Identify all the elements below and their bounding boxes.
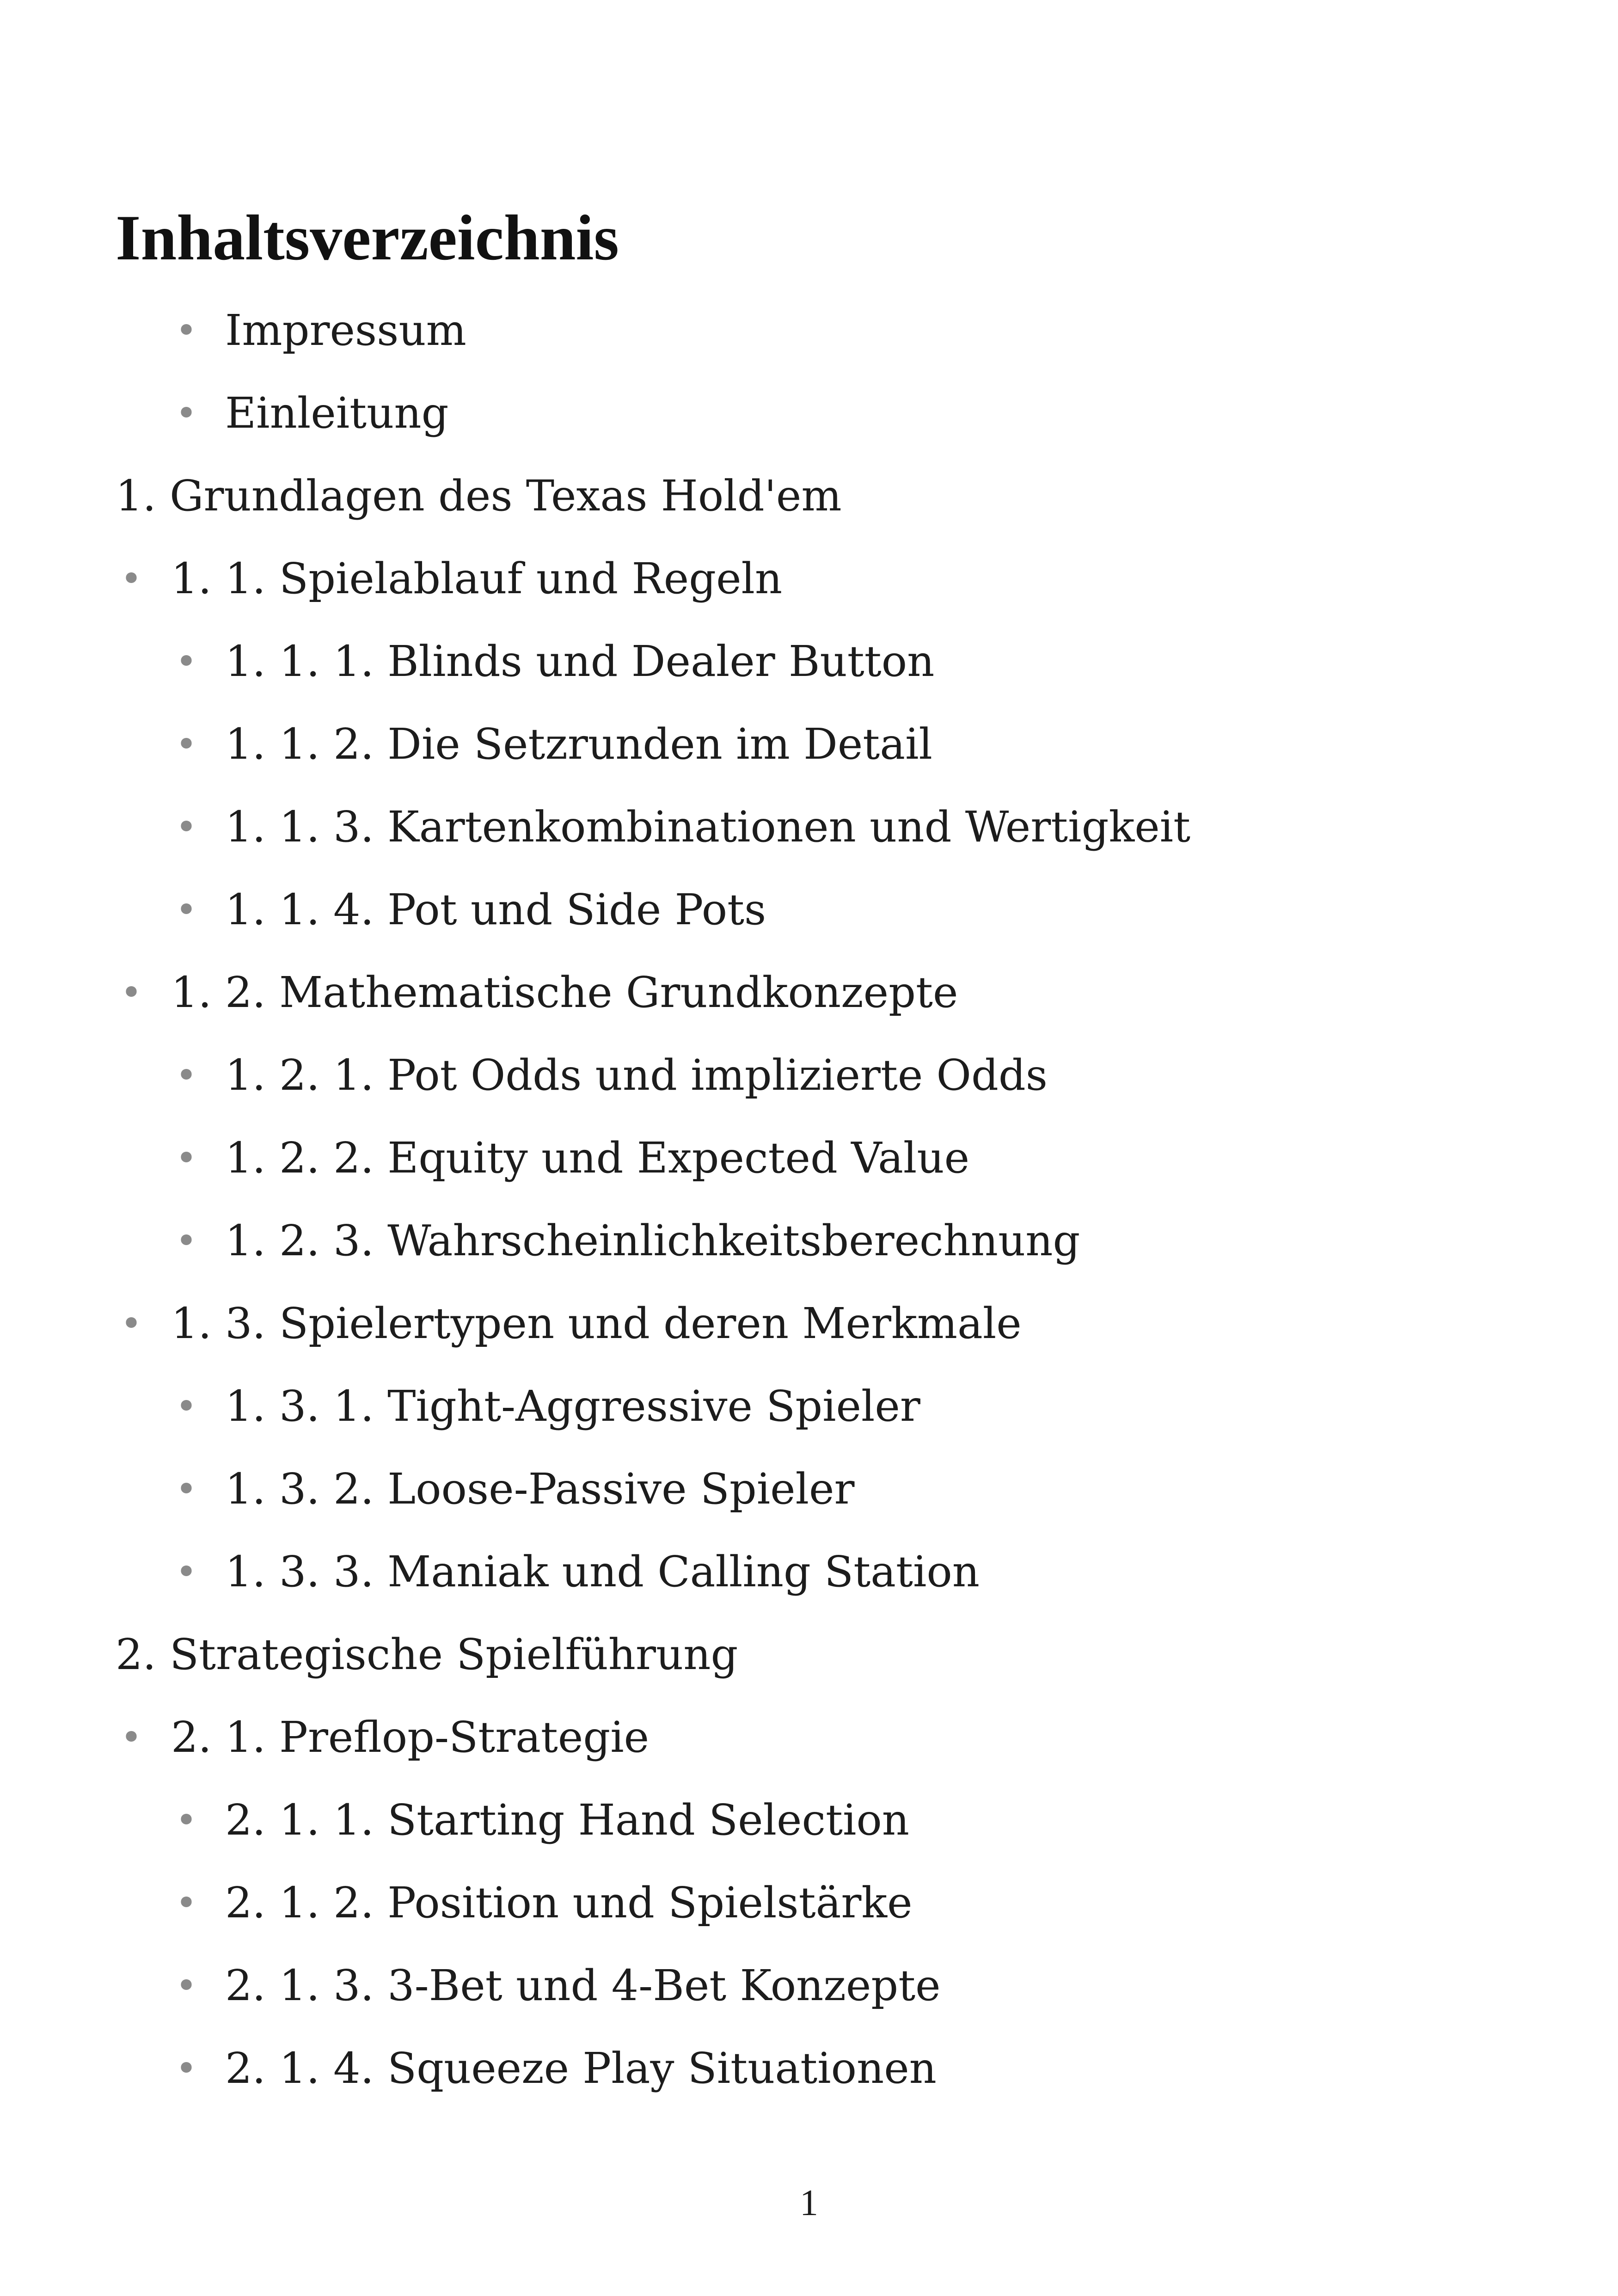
bullet-icon: • bbox=[120, 971, 142, 1014]
bullet-icon: • bbox=[175, 1550, 197, 1593]
toc-entry-label[interactable]: Impressum bbox=[225, 306, 466, 355]
toc-entry[interactable] bbox=[0, 1448, 1618, 1530]
bullet-icon: • bbox=[175, 1385, 197, 1428]
bullet-icon: • bbox=[175, 1467, 197, 1510]
toc-entry-label[interactable]: 2. 1. 1. Starting Hand Selection bbox=[225, 1795, 910, 1845]
toc-entry-label[interactable]: 2. 1. 2. Position und Spielstärke bbox=[225, 1878, 913, 1928]
toc-entry[interactable] bbox=[0, 454, 1618, 537]
bullet-icon: • bbox=[175, 1219, 197, 1262]
toc-entry[interactable] bbox=[0, 1117, 1618, 1199]
toc-entry[interactable] bbox=[0, 786, 1618, 868]
toc-entry-label[interactable]: 2. 1. 3. 3-Bet und 4-Bet Konzepte bbox=[225, 1961, 941, 2010]
toc-entry[interactable] bbox=[0, 703, 1618, 786]
bullet-icon: • bbox=[175, 1964, 197, 2007]
bullet-icon: • bbox=[175, 640, 197, 683]
bullet-icon: • bbox=[175, 309, 197, 352]
toc-entry[interactable] bbox=[0, 1034, 1618, 1117]
toc-entry-label[interactable]: 1. 1. Spielablauf und Regeln bbox=[171, 554, 783, 603]
bullet-icon: • bbox=[175, 1136, 197, 1179]
toc-entry-label[interactable]: 1. 2. 3. Wahrscheinlichkeitsberechnung bbox=[225, 1216, 1080, 1265]
toc-entry[interactable] bbox=[0, 1613, 1618, 1696]
toc-entry-label[interactable]: 1. 2. 1. Pot Odds und implizierte Odds bbox=[225, 1050, 1048, 1100]
toc-entry[interactable] bbox=[0, 620, 1618, 703]
bullet-icon: • bbox=[120, 1716, 142, 1759]
toc-entry-label[interactable]: 1. 1. 3. Kartenkombinationen und Wertigkeit bbox=[225, 802, 1191, 852]
toc-entry-label[interactable]: 2. Strategische Spielführung bbox=[116, 1630, 738, 1679]
bullet-icon: • bbox=[175, 1881, 197, 1924]
toc-entry[interactable] bbox=[0, 1365, 1618, 1448]
toc-entry-label[interactable]: 1. 1. 4. Pot und Side Pots bbox=[225, 885, 766, 934]
toc-entry-label[interactable]: 2. 1. Preflop-Strategie bbox=[171, 1713, 650, 1762]
toc-entry-label[interactable]: 1. 3. 3. Maniak und Calling Station bbox=[225, 1547, 980, 1596]
page-title: Inhaltsverzeichnis bbox=[116, 202, 619, 274]
toc-entry[interactable] bbox=[0, 372, 1618, 454]
toc-entry-label[interactable]: Einleitung bbox=[225, 388, 449, 438]
page-number: 1 bbox=[800, 2183, 818, 2223]
bullet-icon: • bbox=[175, 805, 197, 848]
toc-entry-label[interactable]: 1. Grundlagen des Texas Hold'em bbox=[116, 471, 842, 521]
toc-entry[interactable] bbox=[0, 537, 1618, 620]
table-of-contents bbox=[0, 289, 1618, 2110]
toc-entry[interactable] bbox=[0, 1944, 1618, 2027]
toc-entry-label[interactable]: 1. 2. Mathematische Grundkonzepte bbox=[171, 968, 958, 1017]
toc-entry[interactable] bbox=[0, 2027, 1618, 2110]
toc-entry-label[interactable]: 1. 1. 1. Blinds und Dealer Button bbox=[225, 637, 935, 686]
toc-entry-label[interactable]: 1. 2. 2. Equity und Expected Value bbox=[225, 1133, 970, 1183]
toc-entry[interactable] bbox=[0, 1696, 1618, 1779]
toc-entry-label[interactable]: 1. 3. 1. Tight-Aggressive Spieler bbox=[225, 1381, 920, 1431]
toc-entry[interactable] bbox=[0, 1861, 1618, 1944]
toc-entry[interactable] bbox=[0, 1199, 1618, 1282]
toc-entry[interactable] bbox=[0, 289, 1618, 372]
toc-entry-label[interactable]: 1. 3. Spielertypen und deren Merkmale bbox=[171, 1299, 1022, 1348]
bullet-icon: • bbox=[175, 723, 197, 766]
bullet-icon: • bbox=[175, 1799, 197, 1842]
toc-entry-label[interactable]: 1. 1. 2. Die Setzrunden im Detail bbox=[225, 719, 932, 769]
toc-entry-label[interactable]: 1. 3. 2. Loose-Passive Spieler bbox=[225, 1464, 855, 1514]
bullet-icon: • bbox=[175, 888, 197, 931]
toc-entry[interactable] bbox=[0, 1779, 1618, 1861]
bullet-icon: • bbox=[175, 1054, 197, 1097]
bullet-icon: • bbox=[120, 557, 142, 600]
bullet-icon: • bbox=[175, 392, 197, 435]
toc-entry[interactable] bbox=[0, 1530, 1618, 1613]
bullet-icon: • bbox=[175, 2047, 197, 2090]
toc-entry[interactable] bbox=[0, 868, 1618, 951]
toc-entry-label[interactable]: 2. 1. 4. Squeeze Play Situationen bbox=[225, 2044, 937, 2093]
toc-entry[interactable] bbox=[0, 951, 1618, 1034]
toc-entry[interactable] bbox=[0, 1282, 1618, 1365]
bullet-icon: • bbox=[120, 1302, 142, 1345]
